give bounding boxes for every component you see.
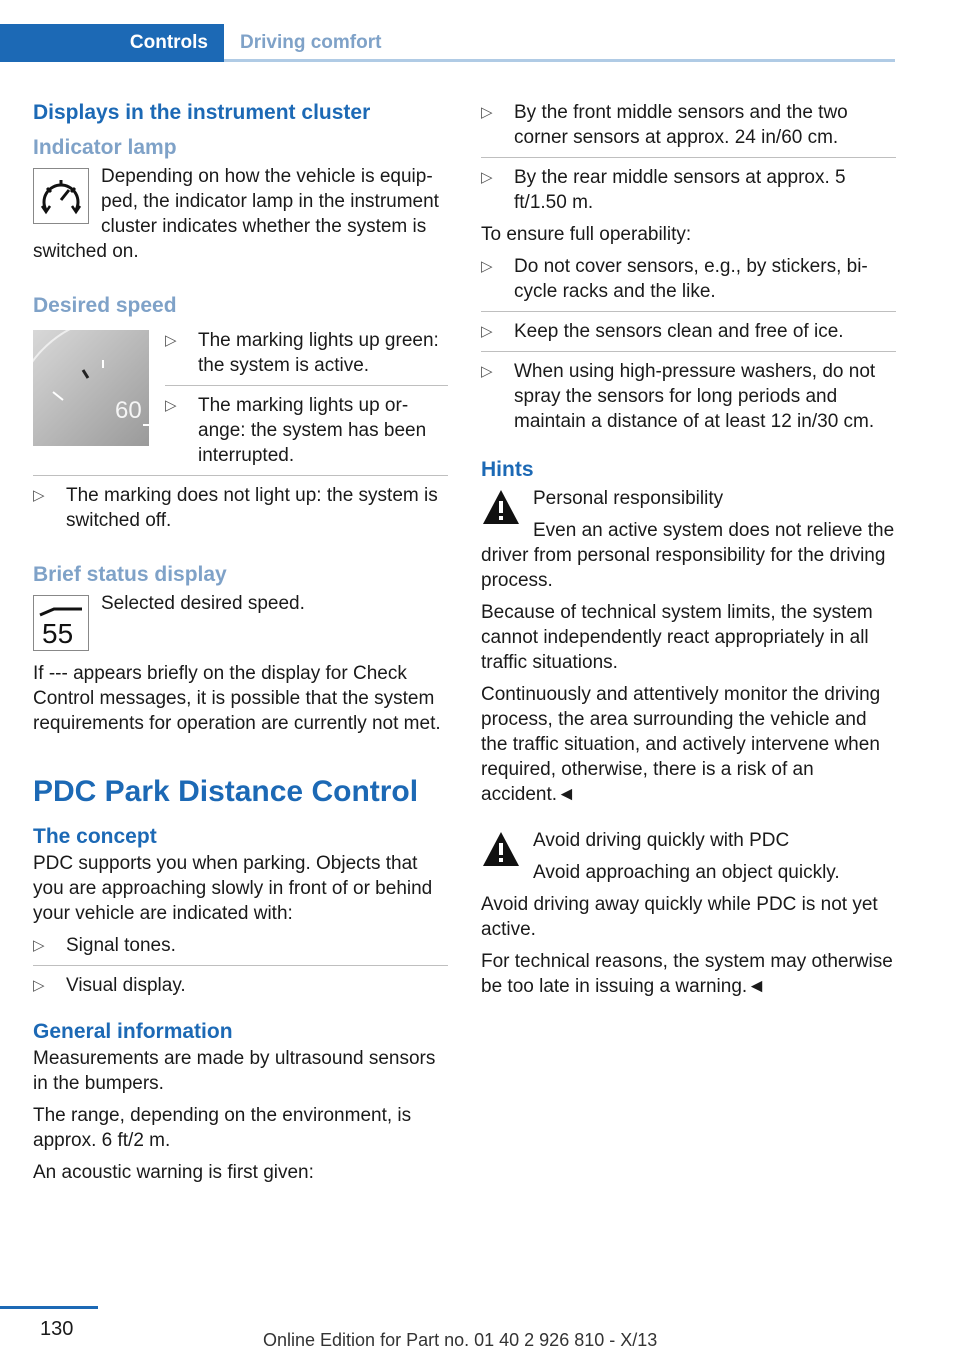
bullet-icon: ▷ [481,323,493,340]
hint-avoid [481,828,896,892]
list-item: ▷ When using high-pressure washers, do not spray the sensors for long periods and maintain a distance of at least 12 in/30 cm. [481,361,876,432]
right-column [481,100,896,1006]
speedometer-image [33,330,149,446]
check-control-text: If --- appears briefly on the display for Check Control messages, it is possible that the system requirements for operation are currently not met. [33,663,441,734]
heading-displays: Displays in the instrument cluster [33,101,371,124]
bullet-icon: ▷ [165,332,177,349]
bullet-icon: ▷ [481,258,493,275]
tab-driving-comfort[interactable]: Driving comfort [240,32,382,53]
page-number: 130 [40,1318,74,1340]
list-item: ▷ Visual display. [33,975,186,996]
page-header [0,24,895,62]
footer-divider [0,1306,98,1309]
bullet-icon: ▷ [481,169,493,186]
bullet-icon: ▷ [33,937,45,954]
bullet-icon: ▷ [165,397,177,414]
brief-text: Selected desired speed. [101,593,305,614]
heading-general: General information [33,1020,233,1043]
list-item: ▷ Do not cover sensors, e.g., by stickers, bicycle racks and the like. [481,256,868,302]
warning-icon [481,830,521,875]
desired-block [33,328,448,475]
bullet-icon: ▷ [481,363,493,380]
hint-title: Avoid driving quickly with PDC [533,830,790,851]
heading-brief-status: Brief status display [33,563,227,586]
bullet-icon: ▷ [481,104,493,121]
ensure-text: To ensure full operability: [481,224,692,245]
header-divider [224,59,895,62]
hint-title: Personal responsibility [533,488,724,509]
speed-55-icon [33,595,89,651]
list-item: ▷ The marking lights up green: the system is active. [165,330,439,376]
concept-text: PDC supports you when parking. Objects that you are approaching slowly in front of or behind your vehicle are indicated with: [33,853,433,924]
bullet-icon: ▷ [33,977,45,994]
indicator-block [33,164,448,271]
gauge-number: 60 [115,397,142,424]
tab-controls[interactable]: Controls [0,24,224,62]
general-text-3: An acoustic warning is first given: [33,1162,314,1183]
hint-text: Continuously and attentively monitor the driving process, the area surrounding the vehicle and the traffic situation, and actively intervene when required, otherwise, there is a risk of an accident.◄ [481,684,881,805]
left-column [33,100,448,1192]
cruise-indicator-icon [33,168,89,224]
list-item: ▷ The marking does not light up: the system is switched off. [33,485,438,531]
heading-desired-speed: Desired speed [33,294,177,317]
hint-text: Because of technical system limits, the system cannot independently react appropriately in all traffic situations. [481,602,873,673]
hint-text: Avoid approaching an object quickly. [533,862,840,883]
heading-hints: Hints [481,458,534,481]
list-item: ▷ By the rear middle sensors at approx. 5 ft/1.50 m. [481,167,846,213]
hint-text: Even an active system does not relieve the driver from personal responsibility for the driving process. [481,520,895,591]
general-text-2: The range, depending on the environment, is approx. 6 ft/2 m. [33,1105,412,1151]
brief-block [33,591,448,655]
warning-icon [481,488,521,533]
indicator-text: Depending on how the vehicle is equipped, the indicator lamp in the instrument cluster indicates whether the system is switched on. [33,166,439,262]
list-item: ▷ By the front middle sensors and the two corner sensors at approx. 24 in/60 cm. [481,102,848,148]
edition-text: Online Edition for Part no. 01 40 2 926 810 - X/13 [263,1330,658,1350]
hint-text: For technical reasons, the system may otherwise be too late in issuing a warning.◄ [481,951,893,997]
heading-concept: The concept [33,825,157,848]
bullet-icon: ▷ [33,487,45,504]
heading-indicator-lamp: Indicator lamp [33,136,177,159]
heading-pdc: PDC Park Distance Control [33,775,419,808]
list-item: ▷ Keep the sensors clean and free of ice. [481,321,844,342]
icon-number: 55 [42,618,74,647]
list-item: ▷ The marking lights up orange: the system has been interrupted. [165,395,427,466]
list-item: ▷ Signal tones. [33,935,176,956]
hint-text: Avoid driving away quickly while PDC is not yet active. [481,894,878,940]
hint-personal [481,486,896,600]
general-text-1: Measurements are made by ultrasound sensors in the bumpers. [33,1048,436,1094]
